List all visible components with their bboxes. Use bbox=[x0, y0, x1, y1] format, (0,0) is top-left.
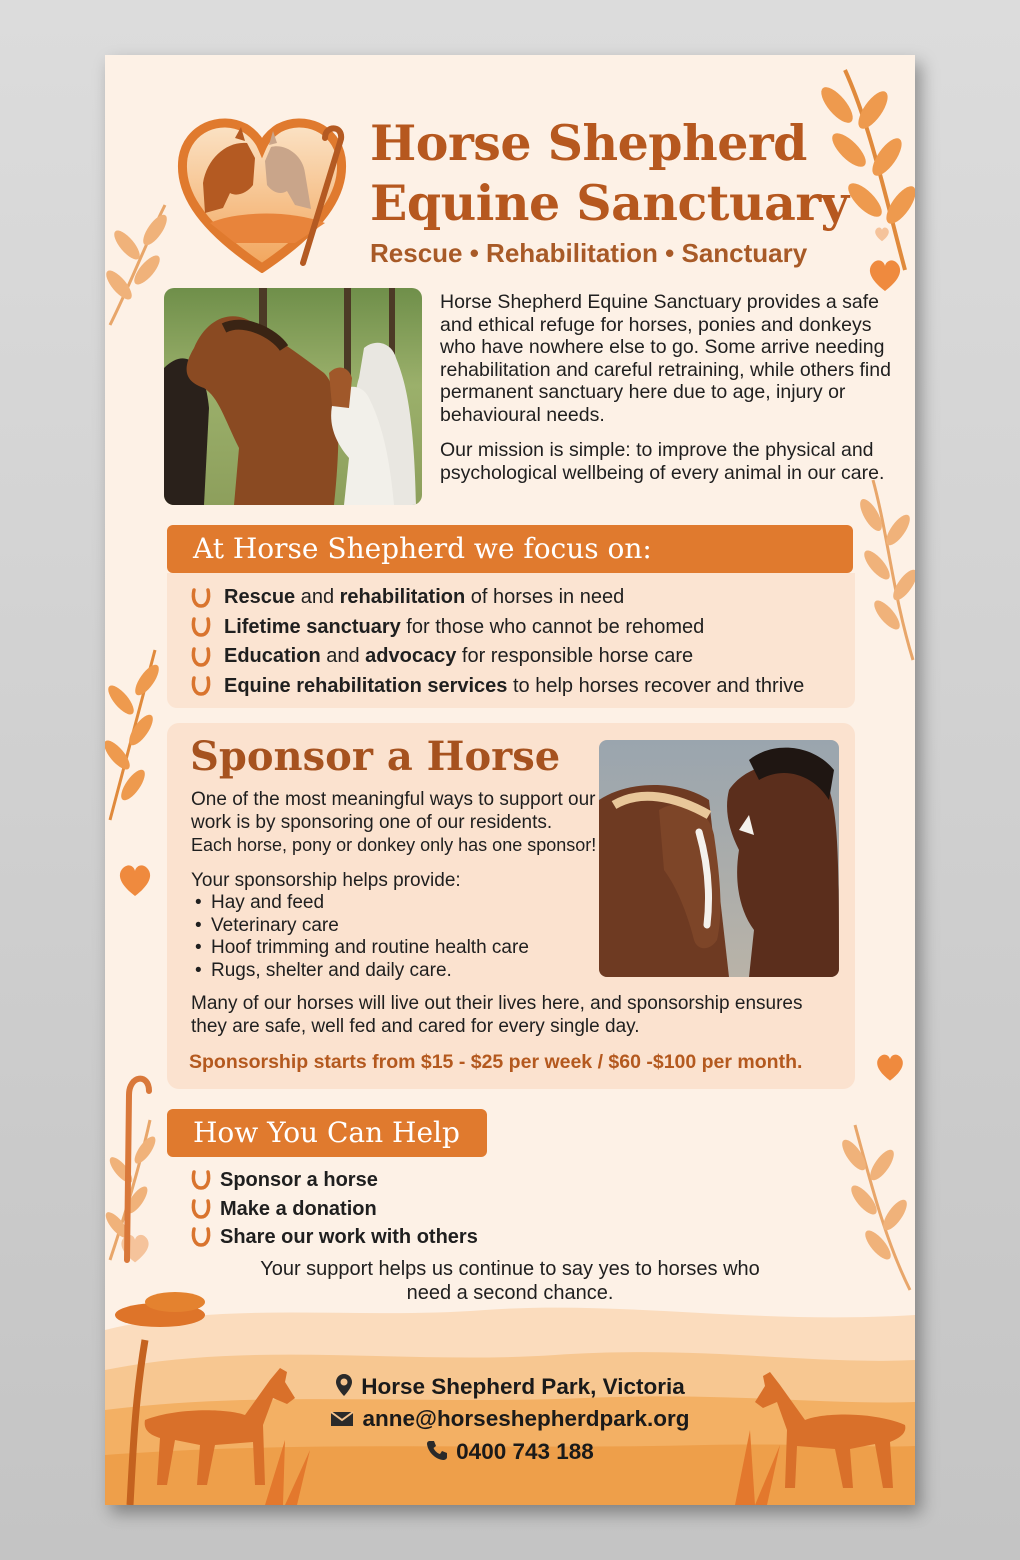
tagline: Rescue • Rehabilitation • Sanctuary bbox=[370, 238, 808, 268]
list-item: • Hay and feed bbox=[191, 892, 601, 915]
phone-icon bbox=[426, 1439, 448, 1467]
list-item bbox=[190, 1195, 478, 1224]
heart-decoration-icon bbox=[873, 1050, 907, 1084]
horseshoe-icon bbox=[190, 646, 212, 668]
leaf-decoration-icon bbox=[840, 1120, 915, 1295]
help-list bbox=[190, 1166, 478, 1252]
horseshoe-icon bbox=[190, 587, 212, 609]
two-horses-photo bbox=[599, 740, 839, 977]
heart-decoration-icon bbox=[873, 225, 891, 243]
contact-email[interactable] bbox=[105, 1406, 915, 1433]
sponsor-helps-list bbox=[191, 892, 601, 982]
intro-paragraph-1: Horse Shepherd Equine Sanctuary provides a safe and ethical refuge for horses, ponies and donkeys who have nowhere else to go. Some arrive needing rehabilitation and careful retraining, while others find permanent sanctuary here due to age, injury or behavioural needs. bbox=[440, 291, 891, 426]
horseshoe-icon bbox=[190, 675, 212, 697]
focus-text: of horses in need bbox=[465, 586, 625, 608]
herd-photo bbox=[164, 288, 422, 505]
heart-decoration-icon bbox=[115, 860, 155, 900]
sponsor-body bbox=[191, 789, 601, 982]
page-title bbox=[370, 113, 849, 233]
list-item bbox=[190, 583, 804, 613]
list-item: • Rugs, shelter and daily care. bbox=[191, 960, 601, 983]
list-item: • Hoof trimming and routine health care bbox=[191, 937, 601, 960]
sponsor-heading: Sponsor a Horse bbox=[190, 733, 561, 780]
focus-bold: Lifetime sanctuary bbox=[224, 615, 401, 638]
focus-bold: advocacy bbox=[365, 645, 457, 667]
flyer bbox=[105, 55, 915, 1505]
focus-heading: At Horse Shepherd we focus on: bbox=[167, 525, 853, 573]
shepherd-crook-icon bbox=[107, 1065, 155, 1265]
horseshoe-icon bbox=[190, 616, 212, 638]
phone-link[interactable]: 0400 743 188 bbox=[456, 1439, 594, 1464]
location-text: Horse Shepherd Park, Victoria bbox=[361, 1373, 685, 1399]
contact-phone[interactable] bbox=[105, 1439, 915, 1467]
contact-location bbox=[105, 1373, 915, 1403]
email-link[interactable]: anne@horseshepherdpark.org bbox=[362, 1406, 690, 1431]
focus-text: for those who cannot be rehomed bbox=[400, 615, 705, 638]
focus-bold: rehabilitation bbox=[339, 586, 466, 608]
focus-text: to help horses recover and thrive bbox=[507, 674, 805, 697]
focus-text: and bbox=[295, 586, 340, 608]
focus-list bbox=[190, 583, 804, 701]
horseshoe-icon bbox=[190, 1198, 212, 1220]
list-item bbox=[190, 1166, 478, 1195]
sponsor-closing: Many of our horses will live out their lives here, and sponsorship ensures they are safe, well fed and cared for every single day. bbox=[191, 993, 803, 1037]
focus-text: for responsible horse care bbox=[456, 645, 694, 667]
intro-text bbox=[440, 291, 900, 497]
intro-paragraph-2: Our mission is simple: to improve the physical and psychological wellbeing of every animal in our care. bbox=[440, 439, 885, 484]
leaf-decoration-icon bbox=[853, 475, 915, 665]
leaf-decoration-icon bbox=[105, 645, 165, 825]
focus-text: and bbox=[320, 645, 366, 667]
heart-logo-icon bbox=[175, 113, 350, 273]
focus-bold: Equine rehabilitation services bbox=[224, 674, 508, 697]
list-item: • Veterinary care bbox=[191, 915, 601, 938]
sponsor-intro: One of the most meaningful ways to support our work is by sponsoring one of our residents. bbox=[191, 789, 596, 833]
focus-bold: Rescue bbox=[224, 586, 296, 608]
title-line-2: Equine Sanctuary bbox=[370, 174, 849, 232]
help-item-label: Share our work with others bbox=[220, 1226, 478, 1248]
title-line-1: Horse Shepherd bbox=[370, 114, 807, 172]
horseshoe-icon bbox=[190, 1169, 212, 1191]
help-heading: How You Can Help bbox=[167, 1109, 487, 1157]
help-item-label: Sponsor a horse bbox=[220, 1169, 378, 1191]
sponsor-helps-label: Your sponsorship helps provide: bbox=[191, 869, 461, 891]
list-item bbox=[190, 1223, 478, 1252]
list-item bbox=[190, 642, 804, 672]
focus-bold: Education bbox=[224, 645, 321, 667]
location-pin-icon bbox=[335, 1373, 353, 1403]
list-item bbox=[190, 613, 804, 643]
list-item bbox=[190, 672, 804, 702]
sponsor-note: Each horse, pony or donkey only has one sponsor! bbox=[191, 835, 597, 855]
support-text: Your support helps us continue to say yes to horses who need a second chance. bbox=[260, 1258, 760, 1304]
help-item-label: Make a donation bbox=[220, 1197, 377, 1220]
envelope-icon bbox=[330, 1407, 354, 1433]
heart-decoration-icon bbox=[865, 255, 905, 295]
sponsor-price: Sponsorship starts from $15 - $25 per week / $60 -$100 per month. bbox=[189, 1051, 803, 1073]
horseshoe-icon bbox=[190, 1226, 212, 1248]
